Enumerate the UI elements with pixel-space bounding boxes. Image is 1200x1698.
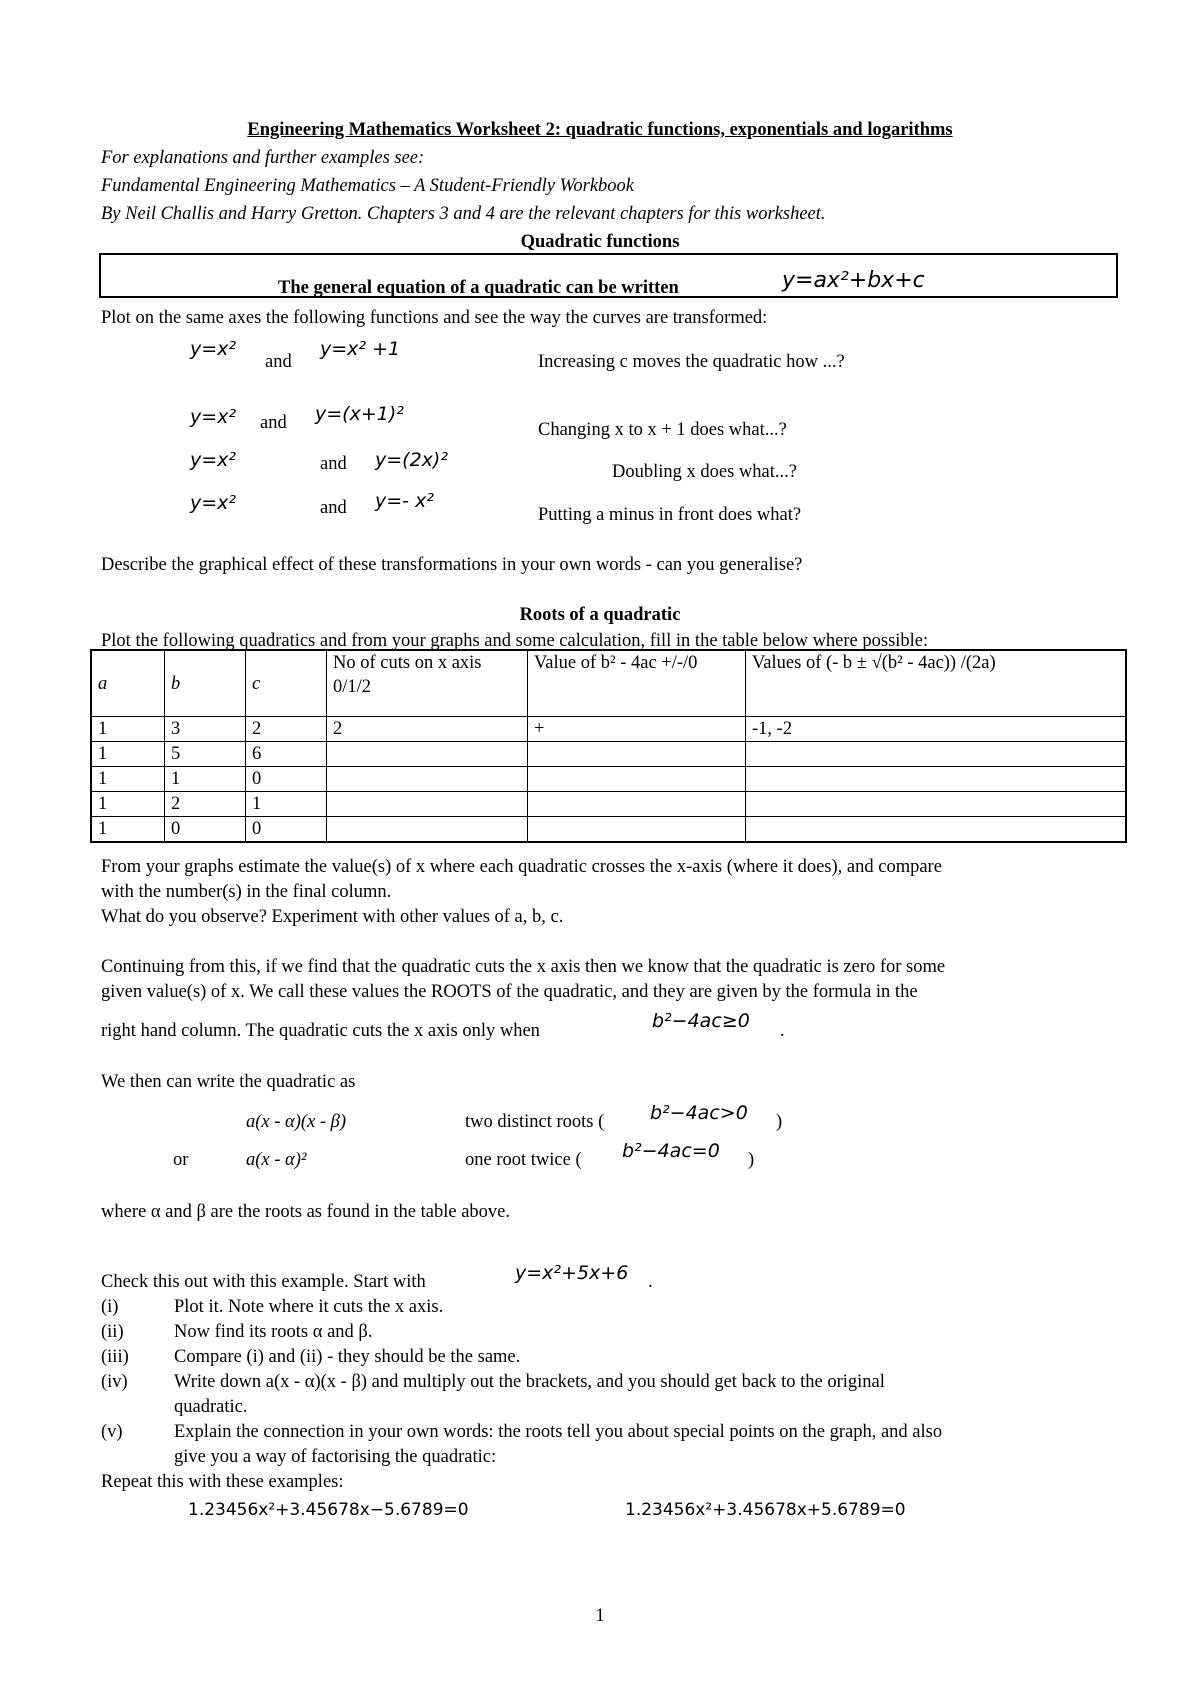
cell-cuts[interactable] — [327, 792, 528, 817]
table-row — [91, 742, 1126, 767]
repeat-text: Repeat this with these examples: — [101, 1472, 344, 1492]
step-text: Now find its roots α and β. — [174, 1322, 373, 1342]
table-row — [91, 717, 1126, 742]
form-2-close: ) — [748, 1150, 755, 1170]
cell-cuts: 2 — [327, 717, 528, 742]
section-heading-quadratic: Quadratic functions — [520, 232, 680, 252]
cell-discriminant: + — [528, 717, 746, 742]
paragraph-observe: What do you observe? Experiment with other values of a, b, c. — [101, 907, 564, 927]
header-cuts: No of cuts on x axis 0/1/2 — [327, 650, 528, 717]
step-number: (ii) — [101, 1322, 124, 1342]
cell-b: 1 — [165, 767, 246, 792]
check-example-end: . — [648, 1272, 653, 1292]
cell-discriminant[interactable] — [528, 817, 746, 843]
cell-b: 3 — [165, 717, 246, 742]
page-number: 1 — [595, 1606, 605, 1626]
paragraph-estimate-2: with the number(s) in the final column. — [101, 882, 392, 902]
write-as-text: We then can write the quadratic as — [101, 1072, 356, 1092]
pair-3-f1: y=x² — [190, 449, 237, 471]
pair-4-f2: y=- x² — [375, 490, 434, 512]
paragraph-roots-end: . — [780, 1021, 785, 1041]
paragraph-roots-1: Continuing from this, if we find that the quadratic cuts the x axis then we know that the quadratic is zero for some — [101, 957, 946, 977]
cell-roots[interactable] — [746, 767, 1127, 792]
step-number: (iii) — [101, 1347, 129, 1367]
example-equation-1: 1.23456x²+3.45678x−5.6789=0 — [188, 1500, 469, 1520]
plot-instruction: Plot on the same axes the following functions and see the way the curves are transformed: — [101, 308, 768, 328]
cell-c: 1 — [246, 792, 327, 817]
table-row — [91, 817, 1126, 843]
header-c: c — [246, 650, 327, 717]
or-text: or — [173, 1150, 189, 1170]
cell-cuts[interactable] — [327, 742, 528, 767]
form-1-condition: b²−4ac>0 — [650, 1102, 748, 1124]
pair-4-question: Putting a minus in front does what? — [538, 505, 802, 525]
form-1-close: ) — [776, 1112, 783, 1132]
cell-cuts[interactable] — [327, 767, 528, 792]
pair-3-question: Doubling x does what...? — [612, 462, 797, 482]
pair-2-f1: y=x² — [190, 406, 237, 428]
cell-roots[interactable] — [746, 817, 1127, 843]
cell-a: 1 — [91, 817, 165, 843]
cell-a: 1 — [91, 792, 165, 817]
factor-form-1: a(x - α)(x - β) — [246, 1112, 347, 1132]
factor-form-2: a(x - α)² — [246, 1150, 307, 1170]
cell-b: 2 — [165, 792, 246, 817]
table-header-row — [91, 650, 1126, 717]
pair-4-f1: y=x² — [190, 492, 237, 514]
cell-c: 0 — [246, 817, 327, 843]
general-equation-formula: y=ax²+bx+c — [782, 268, 925, 293]
header-discriminant: Value of b² - 4ac +/-/0 — [528, 650, 746, 717]
roots-instruction: Plot the following quadratics and from your graphs and some calculation, fill in the table below where possible: — [101, 631, 929, 651]
step-text: give you a way of factorising the quadratic: — [174, 1447, 497, 1467]
cell-roots[interactable] — [746, 742, 1127, 767]
reference-line-3: By Neil Challis and Harry Gretton. Chapters 3 and 4 are the relevant chapters for this worksheet. — [101, 204, 826, 224]
header-a: a — [91, 650, 165, 717]
pair-1-f2: y=x² +1 — [320, 338, 401, 360]
table-row — [91, 792, 1126, 817]
cell-discriminant[interactable] — [528, 742, 746, 767]
pair-2-question: Changing x to x + 1 does what...? — [538, 420, 787, 440]
pair-3-f2: y=(2x)² — [375, 449, 448, 471]
cell-cuts[interactable] — [327, 817, 528, 843]
step-number: (iv) — [101, 1372, 128, 1392]
step-text: Write down a(x - α)(x - β) and multiply out the brackets, and you should get back to the original — [174, 1372, 885, 1392]
cell-b: 0 — [165, 817, 246, 843]
pair-2-f2: y=(x+1)² — [315, 403, 404, 425]
cell-c: 0 — [246, 767, 327, 792]
step-text: Compare (i) and (ii) - they should be the same. — [174, 1347, 521, 1367]
form-1-description: two distinct roots ( — [465, 1112, 605, 1132]
cell-roots: -1, -2 — [746, 717, 1127, 742]
pair-2-and: and — [260, 413, 287, 433]
step-number: (i) — [101, 1297, 119, 1317]
reference-line-2: Fundamental Engineering Mathematics – A Student-Friendly Workbook — [101, 176, 634, 196]
general-equation-text: The general equation of a quadratic can be written — [278, 278, 679, 298]
paragraph-roots-2: given value(s) of x. We call these values the ROOTS of the quadratic, and they are given by the formula in the — [101, 982, 918, 1002]
cell-a: 1 — [91, 742, 165, 767]
cell-discriminant[interactable] — [528, 792, 746, 817]
pair-3-and: and — [320, 454, 347, 474]
step-text: Explain the connection in your own words: the roots tell you about special points on the graph, and also — [174, 1422, 943, 1442]
step-text: quadratic. — [174, 1397, 248, 1417]
cell-a: 1 — [91, 767, 165, 792]
cell-c: 6 — [246, 742, 327, 767]
check-example-text: Check this out with this example. Start with — [101, 1272, 426, 1292]
example-equation-2: 1.23456x²+3.45678x+5.6789=0 — [625, 1500, 906, 1520]
check-example-equation: y=x²+5x+6 — [515, 1262, 629, 1284]
roots-table — [90, 649, 1127, 843]
pair-4-and: and — [320, 498, 347, 518]
cell-b: 5 — [165, 742, 246, 767]
form-2-condition: b²−4ac=0 — [622, 1140, 720, 1162]
step-number: (v) — [101, 1422, 123, 1442]
pair-1-question: Increasing c moves the quadratic how ...? — [538, 352, 845, 372]
paragraph-estimate-1: From your graphs estimate the value(s) of x where each quadratic crosses the x-axis (where it does), and compare — [101, 857, 942, 877]
step-text: Plot it. Note where it cuts the x axis. — [174, 1297, 444, 1317]
cell-c: 2 — [246, 717, 327, 742]
describe-prompt: Describe the graphical effect of these transformations in your own words - can you generalise? — [101, 555, 803, 575]
form-2-description: one root twice ( — [465, 1150, 582, 1170]
pair-1-f1: y=x² — [190, 338, 237, 360]
pair-1-and: and — [265, 352, 292, 372]
header-b: b — [165, 650, 246, 717]
table-row — [91, 767, 1126, 792]
section-heading-roots: Roots of a quadratic — [519, 605, 681, 625]
header-root-formula: Values of (- b ± √(b² - 4ac)) /(2a) — [746, 650, 1127, 717]
where-roots-text: where α and β are the roots as found in the table above. — [101, 1202, 511, 1222]
cell-discriminant[interactable] — [528, 767, 746, 792]
paragraph-roots-3: right hand column. The quadratic cuts the x axis only when — [101, 1021, 540, 1041]
page-title: Engineering Mathematics Worksheet 2: quadratic functions, exponentials and logarithms — [247, 120, 953, 140]
discriminant-condition: b²−4ac≥0 — [652, 1010, 750, 1032]
reference-line-1: For explanations and further examples see: — [101, 148, 425, 168]
cell-a: 1 — [91, 717, 165, 742]
cell-roots[interactable] — [746, 792, 1127, 817]
